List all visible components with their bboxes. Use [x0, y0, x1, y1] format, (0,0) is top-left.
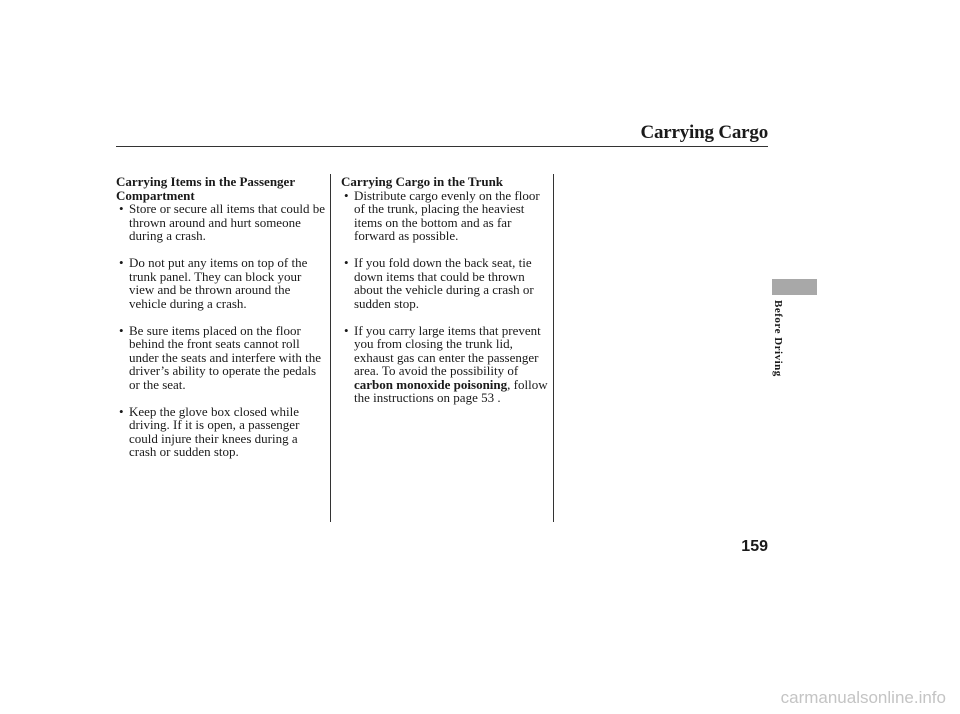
list-item: • Distribute cargo evenly on the floor of the trunk, placing the heaviest items on the bottom and as far forward as possible. — [344, 187, 540, 243]
page-number: 159 — [741, 538, 768, 555]
page-title: Carrying Cargo — [640, 122, 768, 143]
list-item: • If you fold down the back seat, tie down items that could be thrown about the vehicle during a crash or sudden stop. — [344, 255, 534, 311]
watermark: carmanualsonline.info — [780, 688, 946, 707]
section-tab — [772, 279, 817, 295]
list-item: • Be sure items placed on the floor behind the front seats cannot roll under the seats and interfere with the driver’s ability to operate the pedals or the seat. — [119, 322, 322, 392]
left-column-heading: Carrying Items in the Passenger Compartment — [116, 174, 295, 203]
left-column — [116, 175, 328, 472]
bullet-icon: • — [119, 255, 124, 270]
bullet-icon: • — [344, 322, 349, 338]
list-item: • Do not put any items on top of the trunk panel. They can block your view and be thrown around the vehicle during a crash. — [119, 255, 308, 311]
column-divider-2 — [553, 174, 554, 522]
list-item: • Keep the glove box closed while driving. If it is open, a passenger could injure their knees during a crash or sudden stop. — [119, 403, 300, 459]
bullet-icon: • — [119, 201, 124, 216]
middle-column — [341, 175, 551, 418]
bullet-icon: • — [344, 255, 349, 270]
column-divider-1 — [330, 174, 331, 522]
carbon-monoxide-term: carbon monoxide poisoning — [354, 376, 508, 392]
section-tab-label: Before Driving — [772, 300, 784, 377]
list-item: • Store or secure all items that could be thrown around and hurt someone during a crash. — [119, 201, 326, 243]
bullet-icon: • — [344, 187, 349, 203]
middle-column-heading: Carrying Cargo in the Trunk — [341, 174, 504, 189]
list-item: • If you carry large items that prevent you from closing the trunk lid, exhaust gas can enter the passenger area. To avoid the possibility of carbon monoxide poisoning, follow the instructions on page 53 . — [344, 322, 548, 405]
bullet-icon: • — [119, 322, 124, 338]
title-rule — [116, 146, 768, 147]
page-reference-link[interactable]: 53 — [481, 390, 495, 405]
bullet-icon: • — [119, 403, 124, 419]
